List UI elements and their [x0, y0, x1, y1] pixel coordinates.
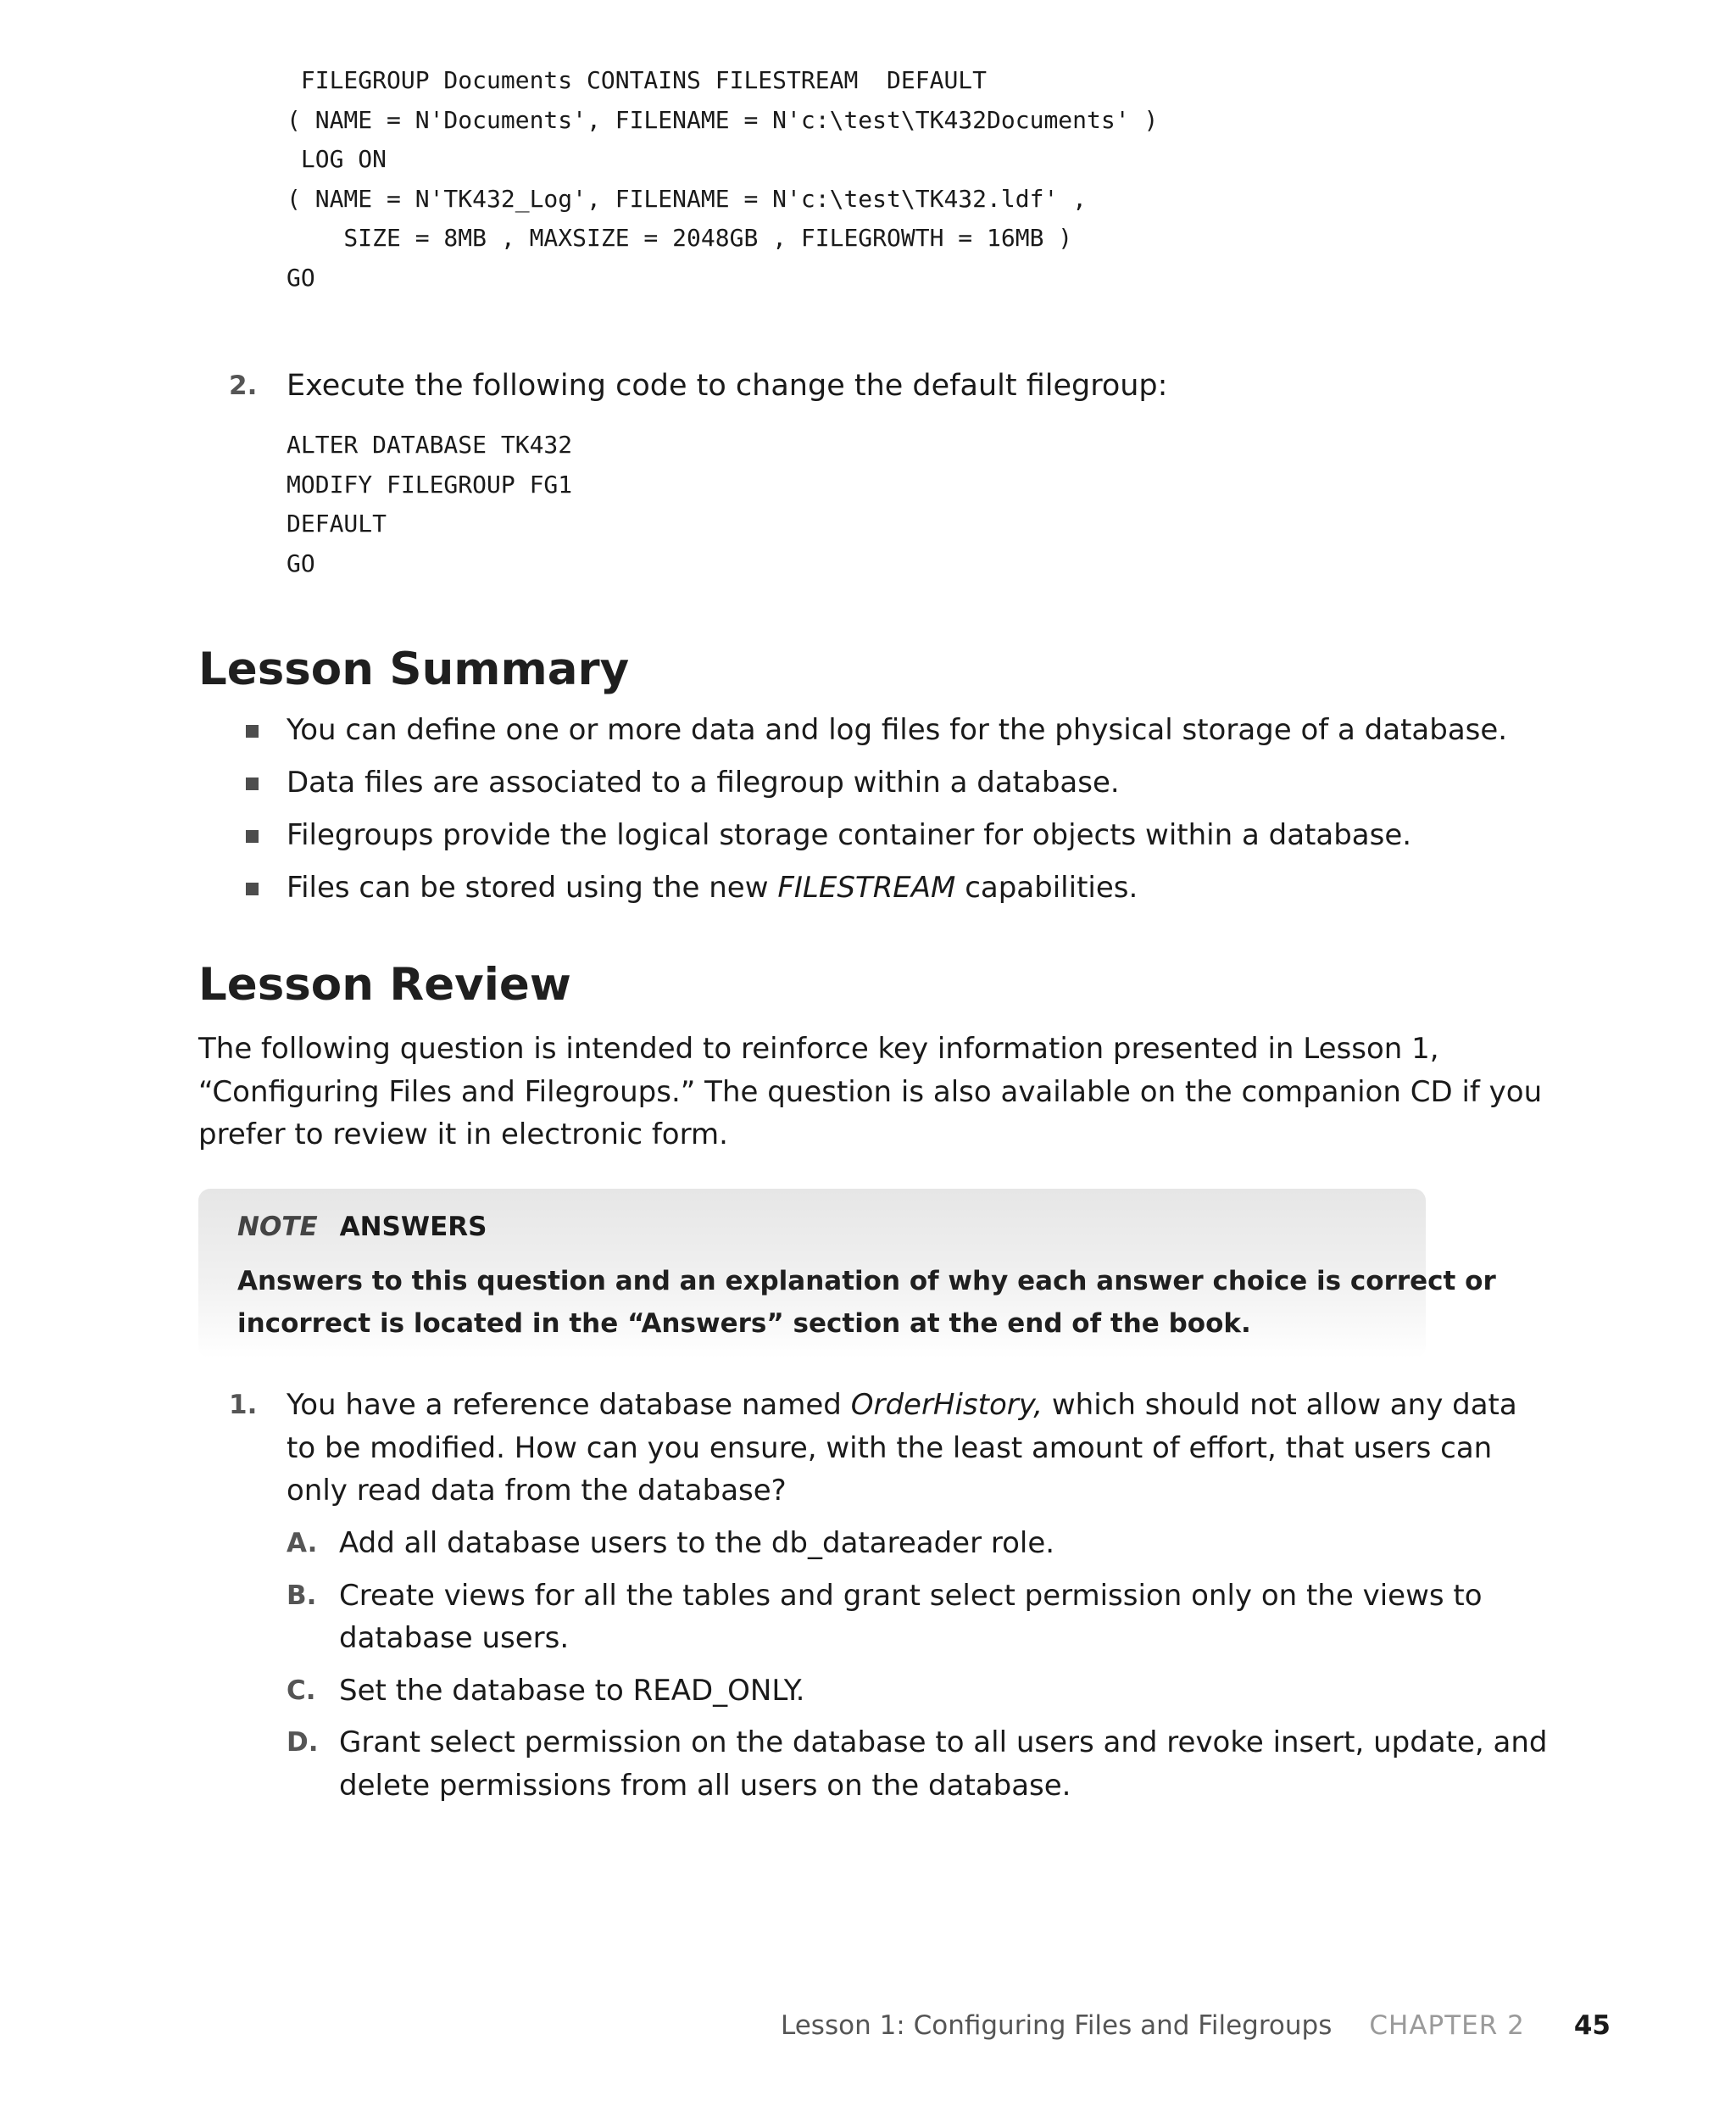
bullet-square-icon — [246, 778, 259, 790]
code-line: ( NAME = N'Documents', FILENAME = N'c:\test\TK432Documents' ) — [287, 105, 1159, 134]
question-stem — [287, 1384, 1517, 1513]
summary-bullet — [246, 709, 1507, 761]
note-line: Answers to this question and an explanation of why each answer choice is correct or — [237, 1266, 1496, 1296]
stem-text-after: which should not allow any data — [1043, 1388, 1517, 1422]
code-line: FILEGROUP Documents CONTAINS FILESTREAM DEFAULT — [287, 66, 988, 94]
question-number: 1. — [229, 1390, 258, 1420]
stem-text-before: You have a reference database named — [287, 1388, 851, 1422]
bullet-text-after: capabilities. — [955, 871, 1138, 905]
stem-line: to be modified. How can you ensure, with the least amount of effort, that users can — [287, 1430, 1493, 1465]
lesson-review-heading: Lesson Review — [198, 959, 571, 1011]
page-footer — [781, 2006, 1611, 2045]
bullet-text: You can define one or more data and log files for the physical storage of a database. — [287, 713, 1508, 747]
code-line: SIZE = 8MB , MAXSIZE = 2048GB , FILEGROWTH = 16MB ) — [287, 224, 1073, 252]
lesson-summary-list — [246, 709, 1507, 919]
choice-text: Grant select permission on the database to all users and revoke insert, update, and — [339, 1725, 1548, 1759]
summary-bullet — [246, 814, 1507, 867]
footer-chapter: CHAPTER 2 — [1369, 2010, 1525, 2041]
code-line: GO — [287, 263, 315, 292]
code-line: LOG ON — [287, 145, 387, 173]
choice-b — [287, 1575, 1548, 1660]
code-block-alter-database — [287, 426, 572, 583]
choice-text: Add all database users to the db_datareader role. — [339, 1526, 1055, 1560]
code-line: DEFAULT — [287, 510, 387, 538]
stem-line — [287, 1384, 1517, 1427]
summary-bullet — [246, 867, 1507, 919]
bullet-text: Data files are associated to a filegroup within a database. — [287, 766, 1120, 800]
answer-choices — [287, 1522, 1548, 1816]
bullet-square-icon — [246, 830, 259, 843]
choice-letter: A. — [287, 1528, 318, 1558]
page-number: 45 — [1573, 2010, 1611, 2041]
intro-line: The following question is intended to reinforce key information presented in Lesson 1, — [198, 1032, 1439, 1066]
note-title: ANSWERS — [339, 1212, 487, 1242]
summary-bullet — [246, 761, 1507, 814]
choice-letter: D. — [287, 1727, 319, 1758]
choice-c — [287, 1669, 1548, 1713]
code-line: ALTER DATABASE TK432 — [287, 431, 573, 459]
step-text: Execute the following code to change the default filegroup: — [287, 369, 1168, 403]
note-answers-box — [198, 1189, 1496, 1358]
stem-line: only read data from the database? — [287, 1474, 787, 1508]
choice-text: database users. — [339, 1621, 570, 1655]
choice-letter: B. — [287, 1580, 317, 1611]
code-line: GO — [287, 549, 315, 577]
choice-d — [287, 1721, 1548, 1807]
code-block-create-database — [287, 61, 1158, 298]
note-body — [237, 1260, 1496, 1345]
choice-text: delete permissions from all users on the database. — [339, 1768, 1071, 1803]
bullet-square-icon — [246, 883, 259, 895]
step-number: 2. — [229, 371, 258, 401]
bullet-text-before: Files can be stored using the new — [287, 871, 778, 905]
lesson-review-intro — [198, 1028, 1543, 1157]
bullet-square-icon — [246, 725, 259, 738]
code-line: MODIFY FILEGROUP FG1 — [287, 470, 573, 499]
intro-line: prefer to review it in electronic form. — [198, 1118, 728, 1151]
note-label — [237, 1207, 487, 1246]
choice-a — [287, 1522, 1548, 1565]
orderhistory-term: OrderHistory, — [850, 1388, 1043, 1422]
code-line: ( NAME = N'TK432_Log', FILENAME = N'c:\test\TK432.ldf' , — [287, 184, 1088, 213]
choice-text: Create views for all the tables and grant select permission only on the views to — [339, 1578, 1483, 1613]
filestream-term: FILESTREAM — [777, 871, 956, 905]
lesson-summary-heading: Lesson Summary — [198, 644, 630, 695]
choice-text: Set the database to READ_ONLY. — [339, 1673, 805, 1708]
choice-letter: C. — [287, 1675, 316, 1706]
intro-line: “Configuring Files and Filegroups.” The question is also available on the companion CD if you — [198, 1074, 1543, 1109]
footer-lesson-title: Lesson 1: Configuring Files and Filegroups — [781, 2010, 1333, 2041]
bullet-text: Filegroups provide the logical storage container for objects within a database. — [287, 818, 1412, 852]
note-line: incorrect is located in the “Answers” section at the end of the book. — [237, 1308, 1251, 1339]
note-word: NOTE — [237, 1212, 318, 1242]
